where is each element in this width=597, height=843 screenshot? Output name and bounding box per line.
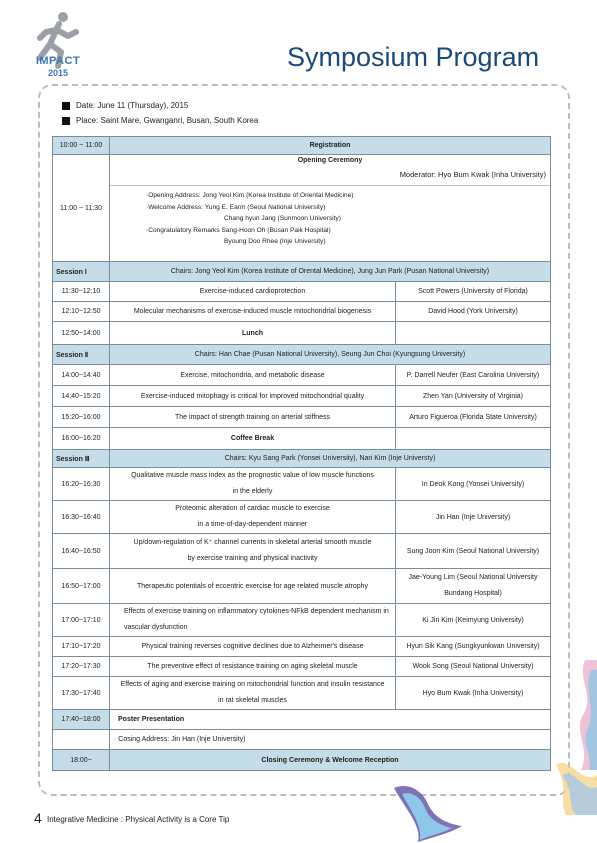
speaker: David Hood (York University) [396, 302, 551, 322]
opening-cell [110, 155, 551, 262]
session-label: Session Ⅱ [53, 345, 110, 365]
speaker-line: Hyun Sik Kang (Sungkyunkwan University) [406, 643, 540, 650]
session-label: Session Ⅰ [53, 262, 110, 282]
speaker-line: In Deok Kong (Yonsei University) [421, 480, 525, 488]
table-row [53, 386, 551, 407]
logo-text [30, 56, 86, 78]
registration-label: Registration [110, 137, 551, 155]
speaker [396, 569, 551, 604]
opening-line: ·Opening Address: Jong Yeol Kim (Korea Institute of Oriental Medicine) [146, 192, 354, 199]
time-cell: 15:20~16:00 [53, 407, 110, 428]
table-row [53, 677, 551, 710]
talk-title [110, 569, 396, 604]
opening-list [110, 185, 550, 248]
logo-year: 2015 [47, 68, 69, 78]
footer-text: Integrative Medicine : Physical Activity is a Core Tip [47, 815, 230, 824]
speaker-line: Ki Jin Kim (Keimyung University) [422, 616, 524, 624]
speaker [396, 501, 551, 534]
speaker: Zhen Yan (University of Virginia) [396, 386, 551, 407]
speaker-line: Wook Song (Seoul National University) [412, 663, 534, 670]
title-line: in a time-of-day-dependent manner [197, 521, 308, 528]
time-cell: 16:50~17:00 [53, 569, 110, 604]
time-cell: 16:00~16:20 [53, 428, 110, 450]
time-cell: 14:00~14:40 [53, 365, 110, 386]
speaker [396, 657, 551, 677]
time-cell: 17:00~17:10 [53, 604, 110, 637]
closing-address-row [53, 730, 551, 750]
time-cell: 14:40~15:20 [53, 386, 110, 407]
closing-row [53, 750, 551, 771]
speaker-line: Jae-Young Lim (Seoul National University [408, 574, 538, 581]
talk-title [110, 534, 396, 569]
speaker: Scott Powers (University of Florida) [396, 282, 551, 302]
time-cell: 17:40~18:00 [53, 710, 110, 730]
opening-line: ·Congratulatory Remarks Sang-Hoon Oh (Busan Paik Hospital) [146, 226, 331, 234]
title-line: Effects of aging and exercise training on mitochondrial function and insulin resistance [120, 681, 385, 688]
session-label: Session Ⅲ [53, 450, 110, 468]
session-chairs: Chairs: Jong Yeol Kim (Korea Institute of Orental Medicine), Jung Jun Park (Pusan National University) [110, 262, 551, 282]
speaker [396, 677, 551, 710]
time-cell: 18:00~ [53, 750, 110, 771]
info-date [62, 101, 188, 110]
opening-line: Chang hyun Jang (Sunmoon University) [224, 215, 341, 223]
session-chairs: Chairs: Kyu Sang Park (Yonsei University), Nari Kim (Inje Universty) [110, 450, 551, 468]
coffee-row [53, 428, 551, 450]
table-row [53, 365, 551, 386]
title-line: by exercise training and physical inactivity [187, 555, 318, 562]
time-cell: 16:30~16:40 [53, 501, 110, 534]
time-cell: 11:00 ~ 11:30 [53, 155, 110, 262]
program-table [52, 136, 551, 771]
time-cell: 17:30~17:40 [53, 677, 110, 710]
logo-name: IMPACT [35, 55, 81, 67]
poster-row [53, 710, 551, 730]
time-cell: 12:10~12:50 [53, 302, 110, 322]
table-row [53, 501, 551, 534]
speaker [396, 637, 551, 657]
table-row [53, 302, 551, 322]
speaker-line: Jin Han (Inje University) [435, 513, 511, 521]
date-text: Date: June 11 (Thursday), 2015 [76, 101, 189, 110]
talk-title [110, 657, 396, 677]
table-row [53, 569, 551, 604]
bullet-square-icon [62, 117, 70, 125]
title-line: Qualitative muscle mass index as the prognostic value of low muscle functions [131, 472, 374, 479]
speaker [396, 534, 551, 569]
title-line: Physical training reverses cognitive declines due to Alzheimer's disease [141, 643, 364, 650]
title-line: Up/down-regulation of K⁺ channel currents in skeletal arterial smooth muscle [133, 539, 372, 546]
title-line: Proteomic alteration of cardiac muscle to exercise [175, 505, 330, 512]
table-row [53, 534, 551, 569]
talk-title: Exercise-induced mitophagy is critical for improved mitochondrial quality [110, 386, 396, 407]
session-chairs: Chairs: Han Chae (Pusan National University), Seung Jun Choi (Kyungsung University) [110, 345, 551, 365]
session2-header [53, 345, 551, 365]
decorative-figure-icon [388, 780, 478, 843]
speaker: P. Darrell Neufer (East Carolina University) [396, 365, 551, 386]
page-title: Symposium Program [287, 42, 540, 72]
time-cell: 11:30~12:10 [53, 282, 110, 302]
coffee-label: Coffee Break [110, 428, 396, 450]
table-row [53, 468, 551, 501]
talk-title: Molecular mechanisms of exercise-induced muscle mitochondrial biogenesis [110, 302, 396, 322]
empty-cell [396, 428, 551, 450]
empty-cell [53, 730, 110, 750]
session1-header [53, 262, 551, 282]
title-line: Therapeutic potentials of eccentric exercise for age related muscle atrophy [136, 582, 369, 590]
talk-title [110, 468, 396, 501]
speaker [396, 468, 551, 501]
talk-title: Exercise, mitochondria, and metabolic disease [110, 365, 396, 386]
title-line: vascular dysfunction [124, 624, 188, 631]
opening-line: Byoung Doo Rhee (Inje University) [224, 238, 326, 246]
talk-title [110, 637, 396, 657]
title-line: The preventive effect of resistance training on aging skeletal muscle [147, 663, 358, 670]
speaker [396, 604, 551, 637]
decorative-wave-icon [556, 745, 597, 815]
table-row [53, 604, 551, 637]
title-line: in the elderly [232, 488, 273, 495]
place-text: Place: Saint Mare, Gwanganri, Busan, South Korea [76, 116, 259, 125]
table-row [53, 657, 551, 677]
session3-header [53, 450, 551, 468]
opening-title: Opening Ceremony [297, 157, 363, 164]
talk-title [110, 604, 396, 637]
talk-title: The impact of strength training on arterial stiffness [110, 407, 396, 428]
table-row [53, 407, 551, 428]
closing-label: Closing Ceremony & Welcome Reception [110, 750, 551, 771]
opening-line: ·Welcome Address: Yung E. Earm (Seoul National University) [146, 203, 326, 211]
speaker-line: Sung Joon Kim (Seoul National University) [406, 547, 540, 555]
table-row [53, 282, 551, 302]
page-number: 4 [34, 810, 42, 826]
time-cell: 10:00 ~ 11:00 [53, 137, 110, 155]
bullet-square-icon [62, 102, 70, 110]
empty-cell [396, 322, 551, 345]
time-cell: 12:50~14:00 [53, 322, 110, 345]
talk-title [110, 677, 396, 710]
time-cell: 16:20~16:30 [53, 468, 110, 501]
opening-moderator: Moderator: Hyo Bum Kwak (Inha University) [399, 170, 546, 179]
talk-title [110, 501, 396, 534]
info-place [62, 116, 258, 125]
time-cell: 16:40~16:50 [53, 534, 110, 569]
closing-address: · Cosing Address: Jin Han (Inje University) [110, 730, 551, 750]
speaker-line: Hyo Bum Kwak (Inha University) [422, 689, 524, 697]
opening-row [53, 155, 551, 262]
table-row [53, 637, 551, 657]
title-line: in rat skeletal muscles [218, 697, 287, 704]
speaker: Arturo Figueroa (Florida State University) [396, 407, 551, 428]
lunch-label: Lunch [110, 322, 396, 345]
speaker-line: Bundang Hospital) [444, 590, 502, 597]
time-cell: 17:10~17:20 [53, 637, 110, 657]
title-line: Effects of exercise training on inflammatory cytokines-NFkB dependent mechanism in [124, 608, 389, 615]
talk-title: Exercise-induced cardioprotection [110, 282, 396, 302]
registration-row [53, 137, 551, 155]
poster-label: Poster Presentation [110, 710, 551, 730]
time-cell: 17:20~17:30 [53, 657, 110, 677]
lunch-row [53, 322, 551, 345]
